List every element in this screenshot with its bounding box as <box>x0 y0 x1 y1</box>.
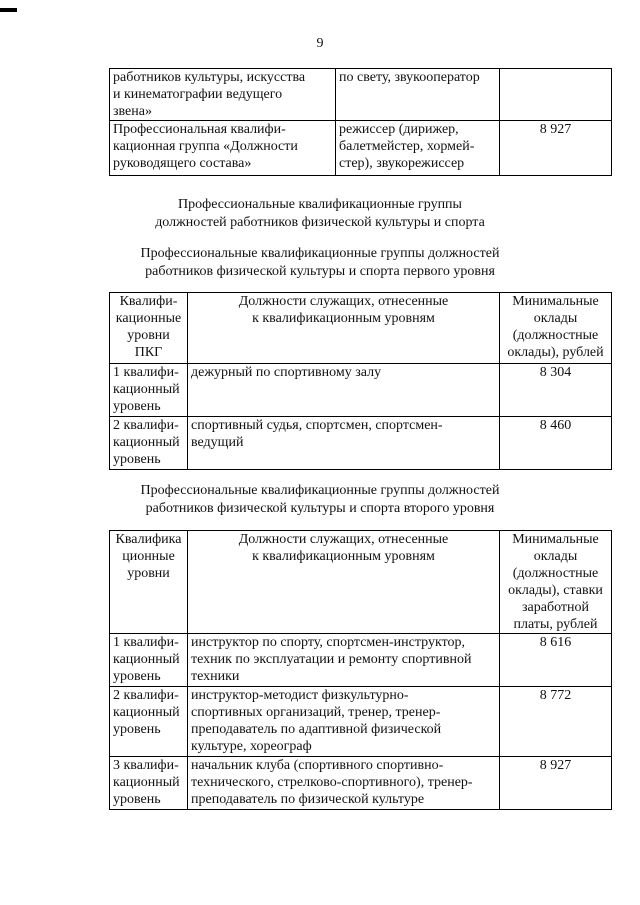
header-levels: Квалифи- кационные уровни ПКГ <box>110 293 188 364</box>
subsection2-title: Профессиональные квалификационные группы должностей работников физической культуры и спорта второго уровня <box>140 483 500 516</box>
table-row <box>110 417 612 470</box>
corner-mark <box>0 8 17 12</box>
table-row <box>110 687 612 757</box>
header-salary: Минимальные оклады (должностные оклады), рублей <box>500 293 612 364</box>
header-positions: Должности служащих, отнесенные к квалификационным уровням <box>188 531 500 634</box>
table-row <box>110 634 612 687</box>
table-row <box>110 121 612 176</box>
positions-cell: инструктор-методист физкультурно- спортивных организаций, тренер, тренер- преподаватель по адаптивной физической культуре, хореограф <box>188 687 500 757</box>
salary-cell: 8 304 <box>500 364 612 417</box>
positions-cell: по свету, звукооператор <box>336 69 500 121</box>
salary-cell: 8 460 <box>500 417 612 470</box>
positions-cell: дежурный по спортивному залу <box>188 364 500 417</box>
table-header-row <box>110 293 612 364</box>
level-cell: 1 квалифи- кационный уровень <box>110 364 188 417</box>
salary-cell: 8 927 <box>500 121 612 176</box>
table-row <box>110 757 612 810</box>
header-salary: Минимальные оклады (должностные оклады), ставки заработной платы, рублей <box>500 531 612 634</box>
table-first-level <box>109 292 612 470</box>
section-title: Профессиональные квалификационные группы должностей работников физической культуры и спорта <box>155 197 485 230</box>
page-number: 9 <box>316 36 324 51</box>
positions-cell: инструктор по спорту, спортсмен-инструктор, техник по эксплуатации и ремонту спортивной техники <box>188 634 500 687</box>
salary-cell <box>500 69 612 121</box>
positions-cell: режиссер (дирижер, балетмейстер, хормей- стер), звукорежиссер <box>336 121 500 176</box>
level-cell: 3 квалифи- кационный уровень <box>110 757 188 810</box>
table-row <box>110 69 612 121</box>
salary-cell: 8 616 <box>500 634 612 687</box>
positions-cell: начальник клуба (спортивного спортивно- технического, стрелково-спортивного), тренер- преподаватель по физической культуре <box>188 757 500 810</box>
table-row <box>110 364 612 417</box>
group-cell: работников культуры, искусства и кинематографии ведущего звена» <box>110 69 336 121</box>
table-top <box>109 68 612 176</box>
level-cell: 2 квалифи- кационный уровень <box>110 687 188 757</box>
level-cell: 2 квалифи- кационный уровень <box>110 417 188 470</box>
group-cell: Профессиональная квалифи- кационная группа «Должности руководящего состава» <box>110 121 336 176</box>
header-positions: Должности служащих, отнесенные к квалификационным уровням <box>188 293 500 364</box>
salary-cell: 8 772 <box>500 687 612 757</box>
salary-cell: 8 927 <box>500 757 612 810</box>
table-second-level <box>109 530 612 810</box>
table-header-row <box>110 531 612 634</box>
level-cell: 1 квалифи- кационный уровень <box>110 634 188 687</box>
header-levels: Квалифика ционные уровни <box>110 531 188 634</box>
positions-cell: спортивный судья, спортсмен, спортсмен- ведущий <box>188 417 500 470</box>
subsection1-title: Профессиональные квалификационные группы должностей работников физической культуры и спорта первого уровня <box>140 246 500 279</box>
